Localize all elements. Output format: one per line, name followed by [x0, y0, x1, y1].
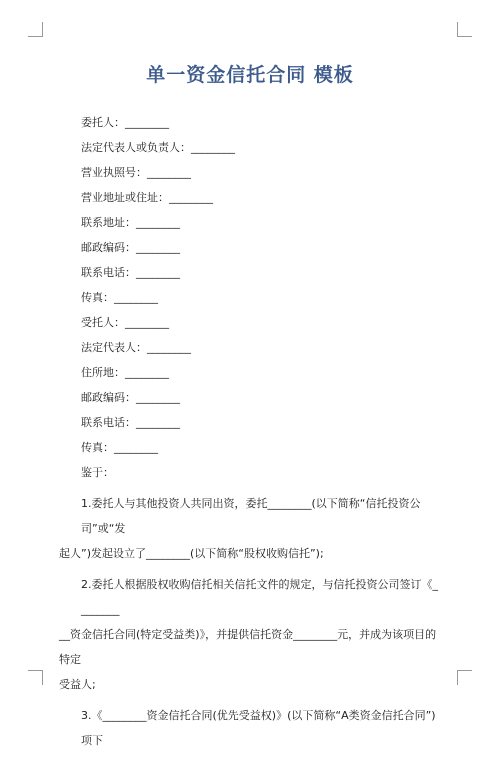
- field-trustee-domicile: 住所地：________: [81, 366, 169, 379]
- field-trustee-legal-rep: 法定代表人：________: [81, 341, 191, 354]
- recital-2-line-1: 2.委托人根据股权收购信托相关信托文件的规定，与信托投资公司签订《________: [81, 578, 438, 616]
- page-corner-mark-top-left: [28, 22, 43, 37]
- document-title: 单一资金信托合同 模板: [146, 64, 354, 86]
- page-corner-mark-top-right: [457, 22, 472, 37]
- recital-1-line-2: 起人”)发起设立了________(以下简称“股权收购信托”);: [59, 547, 324, 560]
- field-legal-rep-or-head: 法定代表人或负责人：________: [81, 141, 235, 154]
- field-trustee-fax: 传真：________: [81, 441, 158, 454]
- recital-paragraph-3: [81, 703, 441, 753]
- page-corner-mark-bottom-left: [28, 670, 43, 685]
- party-info-fields: [81, 114, 235, 489]
- field-postal-code: 邮政编码：________: [81, 241, 180, 254]
- recitals-heading: 鉴于：: [81, 466, 114, 479]
- field-business-address: 营业地址或住址：________: [81, 191, 213, 204]
- recital-1-line-1: 1.委托人与其他投资人共同出资，委托________(以下简称“信托投资公司”或“发: [81, 497, 421, 535]
- field-trustee: 受托人：________: [81, 316, 169, 329]
- recital-2-line-2: __资金信托合同(特定受益类)》，并提供信托资金________元，并成为该项目的特定: [59, 628, 437, 666]
- field-fax: 传真：________: [81, 291, 158, 304]
- recital-3-line-1: 3.《________资金信托合同(优先受益权)》(以下简称“A类资金信托合同”)项下: [81, 709, 436, 747]
- field-principal: 委托人：________: [81, 116, 169, 129]
- field-trustee-phone: 联系电话：________: [81, 416, 180, 429]
- field-business-license: 营业执照号：________: [81, 166, 191, 179]
- recital-paragraph-1: [59, 491, 441, 566]
- recitals-body: [59, 491, 441, 759]
- recital-2-line-3: 受益人;: [59, 678, 96, 691]
- recital-paragraph-2: [59, 572, 441, 697]
- field-contact-address: 联系地址：________: [81, 216, 180, 229]
- field-phone: 联系电话：________: [81, 266, 180, 279]
- field-trustee-postal-code: 邮政编码：________: [81, 391, 180, 404]
- page-corner-mark-bottom-right: [457, 670, 472, 685]
